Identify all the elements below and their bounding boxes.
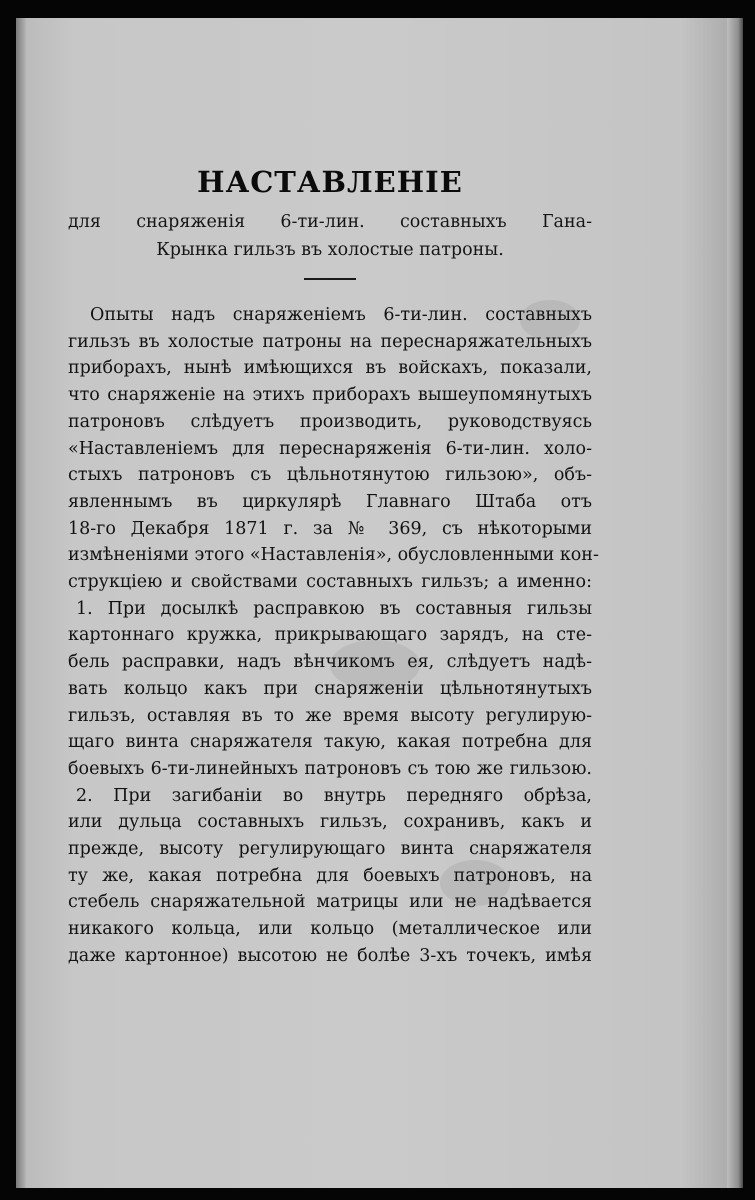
- body-line: гильзъ въ холостые патроны на переснаряжательныхъ: [68, 331, 592, 352]
- body-line: картоннаго кружка, прикрывающаго зарядъ, на сте-: [68, 625, 592, 646]
- document-title: НАСТАВЛЕНІЕ: [197, 165, 463, 199]
- body-line: бель расправки, надъ вѣнчикомъ ея, слѣдуетъ надѣ-: [68, 652, 592, 673]
- body-line: щаго винта снаряжателя такую, какая потребна для: [68, 732, 592, 753]
- subtitle-line: для снаряженія 6-ти-лин. составныхъ Гана-: [68, 212, 592, 232]
- subtitle-line: Крынка гильзъ въ холостые патроны.: [156, 240, 504, 260]
- page-right-edge: [727, 18, 743, 1188]
- body-line: 1. При досылкѣ расправкою въ составныя гильзы: [76, 598, 592, 619]
- body-line: боевыхъ 6-ти-линейныхъ патроновъ съ тою же гильзою.: [68, 758, 592, 779]
- document-text: [68, 160, 599, 970]
- body-line: что снаряженіе на этихъ приборахъ вышеупомянутыхъ: [68, 385, 592, 406]
- body-line: 2. При загибаніи во внутрь передняго обрѣза,: [76, 785, 592, 806]
- body-line: стыхъ патроновъ съ цѣльнотянутою гильзою», объ-: [68, 465, 592, 486]
- body-line: приборахъ, нынѣ имѣющихся въ войскахъ, показали,: [68, 358, 592, 379]
- body-line: 18-го Декабря 1871 г. за № 369, съ нѣкоторыми: [68, 518, 592, 539]
- body-line: никакого кольца, или кольцо (металлическое или: [68, 919, 592, 940]
- title-separator-rule: [304, 278, 356, 280]
- body-paragraphs: [68, 302, 599, 970]
- document-subtitle: [68, 208, 592, 264]
- body-line: струкціею и свойствами составныхъ гильзъ; а именно:: [68, 572, 592, 593]
- body-line: Опыты надъ снаряженіемъ 6-ти-лин. составныхъ: [90, 305, 592, 325]
- body-line: патроновъ слѣдуетъ производить, руководствуясь: [68, 411, 592, 432]
- body-line: явленнымъ въ циркулярѣ Главнаго Штаба отъ: [68, 491, 592, 512]
- page-left-shadow: [16, 18, 26, 1188]
- body-line: измѣненіями этого «Наставленія», обусловленными кон-: [68, 545, 599, 566]
- body-line: прежде, высоту регулирующаго винта снаряжателя: [68, 839, 592, 860]
- body-line: вать кольцо какъ при снаряженіи цѣльнотянутыхъ: [68, 678, 592, 699]
- body-line: ту же, какая потребна для боевыхъ патроновъ, на: [68, 865, 592, 886]
- body-line: даже картонное) высотою не болѣе 3-хъ точекъ, имѣя: [68, 945, 592, 966]
- body-line: или дульца составныхъ гильзъ, сохранивъ, какъ и: [68, 812, 592, 833]
- body-line: «Наставленіемъ для переснаряженія 6-ти-лин. холо-: [68, 438, 592, 459]
- body-line: стебель снаряжательной матрицы или не надѣвается: [68, 892, 592, 913]
- body-line: гильзъ, оставляя въ то же время высоту регулирую-: [68, 705, 592, 726]
